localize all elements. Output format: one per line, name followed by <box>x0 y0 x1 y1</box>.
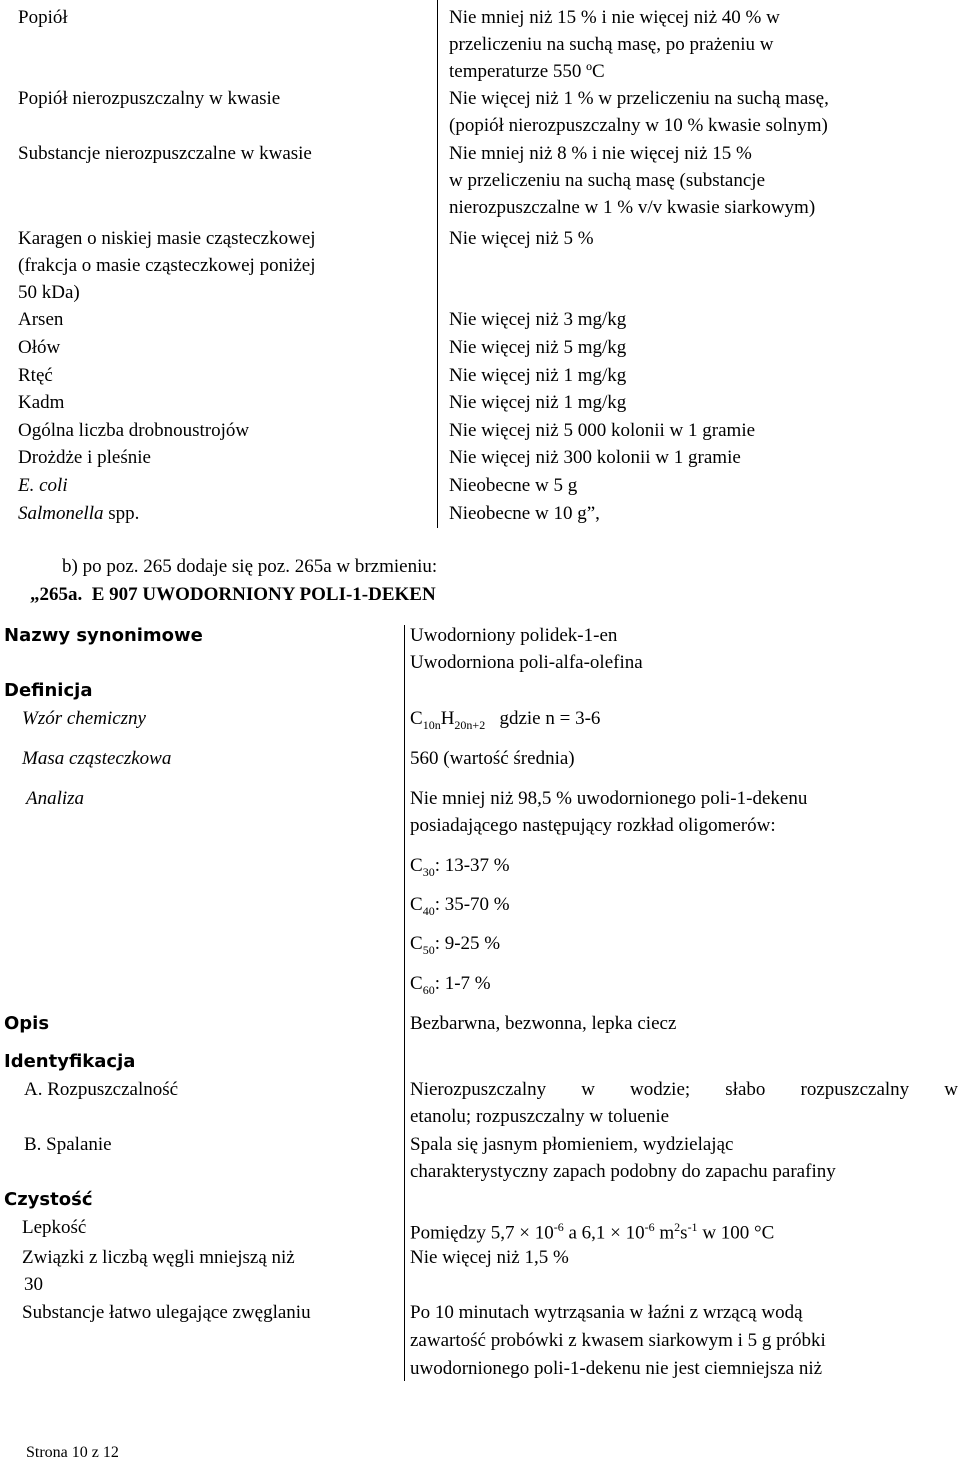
row-value-acid-insoluble-matter-2: w przeliczeniu na suchą masę (substancje <box>449 170 766 191</box>
row-value-ash-2: przeliczeniu na suchą masę, po prażeniu w <box>449 34 774 55</box>
row-label-carrageenan-2: (frakcja o masie cząsteczkowej poniżej <box>18 255 316 276</box>
row-value-ash-3: temperaturze 550 ºC <box>449 61 605 82</box>
row-value-acid-insoluble-ash-2: (popiół nierozpuszczalny w 10 % kwasie solnym) <box>449 115 828 136</box>
row-value-lead: Nie więcej niż 5 mg/kg <box>449 337 627 358</box>
mass-value: 560 (wartość średnia) <box>410 748 575 769</box>
times-icon: × <box>610 1222 621 1244</box>
description-label: Opis <box>4 1013 50 1034</box>
row-label-salmonella <box>18 500 139 527</box>
oligomer-c50-c: C <box>410 933 423 954</box>
oligomer-c30-value: : 13-37 % <box>434 855 510 876</box>
formula-condition: gdzie n = 3-6 <box>499 708 601 729</box>
row-label-lead: Ołów <box>18 337 61 358</box>
row-value-total-microbes: Nie więcej niż 5 000 kolonii w 1 gramie <box>449 420 756 441</box>
amendment-heading <box>30 581 436 608</box>
row-label-acid-insoluble-ash: Popiół nierozpuszczalny w kwasie <box>18 88 281 109</box>
row-value-acid-insoluble-ash-1: Nie więcej niż 1 % w przeliczeniu na suchą masę, <box>449 88 829 109</box>
amendment-number: „265a. <box>30 584 83 605</box>
formula-label: Wzór chemiczny <box>22 708 146 729</box>
oligomer-c50-sub: 50 <box>422 942 435 957</box>
oligomer-c60 <box>410 970 491 1004</box>
viscosity-pre: Pomiędzy 5,7 <box>410 1222 520 1244</box>
analysis-line-1: Nie mniej niż 98,5 % uwodornionego poli-1-dekenu <box>410 788 808 809</box>
viscosity-post: w 100 °C <box>697 1222 775 1244</box>
synonyms-label: Nazwy synonimowe <box>4 625 203 646</box>
oligomer-c50 <box>410 930 500 964</box>
row-value-carrageenan: Nie więcej niż 5 % <box>449 228 594 249</box>
formula-c-sub: 10n <box>422 717 441 732</box>
row-value-acid-insoluble-matter-3: nierozpuszczalne w 1 % v/v kwasie siarkowym) <box>449 197 816 218</box>
synonym-1: Uwodorniony polidek-1-en <box>410 625 618 646</box>
viscosity-value <box>410 1214 774 1246</box>
row-value-ecoli: Nieobecne w 5 g <box>449 475 578 496</box>
row-value-salmonella: Nieobecne w 10 g”, <box>449 503 600 524</box>
formula-h-sub: 20n+2 <box>454 717 486 732</box>
viscosity-ten-2: 10 <box>620 1222 645 1244</box>
purity-label: Czystość <box>4 1189 93 1210</box>
oligomer-c40-value: : 35-70 % <box>434 894 510 915</box>
row-label-total-microbes: Ogólna liczba drobnoustrojów <box>18 420 250 441</box>
row-label-ash: Popiół <box>18 7 68 28</box>
viscosity-exp-1: -6 <box>553 1220 564 1234</box>
viscosity-ten-1: 10 <box>529 1222 554 1244</box>
burning-label: B. Spalanie <box>24 1134 112 1155</box>
row-label-mercury: Rtęć <box>18 365 53 386</box>
row-value-yeasts-molds: Nie więcej niż 300 kolonii w 1 gramie <box>449 447 741 468</box>
row-label-ecoli: E. coli <box>18 475 68 496</box>
burning-line-1: Spala się jasnym płomieniem, wydzielając <box>410 1134 734 1155</box>
row-value-mercury: Nie więcej niż 1 mg/kg <box>449 365 627 386</box>
burning-line-2: charakterystyczny zapach podobny do zapachu parafiny <box>410 1161 836 1182</box>
analysis-label: Analiza <box>26 788 85 809</box>
identification-label: Identyfikacja <box>4 1051 136 1072</box>
viscosity-exp-s: -1 <box>687 1220 698 1234</box>
mass-label: Masa cząsteczkowa <box>22 748 172 769</box>
salmonella-italic: Salmonella <box>18 503 104 524</box>
oligomer-c40-sub: 40 <box>422 903 435 918</box>
times-icon: × <box>519 1222 530 1244</box>
oligomer-c60-sub: 60 <box>422 982 435 997</box>
oligomer-c60-value: : 1-7 % <box>434 973 491 994</box>
analysis-line-2: posiadającego następujący rozkład oligomerów: <box>410 815 776 836</box>
row-value-ash-1: Nie mniej niż 15 % i nie więcej niż 40 % w <box>449 7 780 28</box>
solubility-label: A. Rozpuszczalność <box>24 1079 179 1100</box>
oligomer-c40 <box>410 891 510 925</box>
row-label-carrageenan-3: 50 kDa) <box>18 282 80 303</box>
oligomer-c40-c: C <box>410 894 423 915</box>
row-label-acid-insoluble-matter: Substancje nierozpuszczalne w kwasie <box>18 143 312 164</box>
viscosity-unit-m: m <box>654 1222 675 1244</box>
carbonizable-label: Substancje łatwo ulegające zwęglaniu <box>22 1302 311 1323</box>
formula-h: H <box>440 708 455 729</box>
amendment-line-b: b) po poz. 265 dodaje się poz. 265a w brzmieniu: <box>62 556 438 577</box>
solubility-line-2: etanolu; rozpuszczalny w toluenie <box>410 1106 670 1127</box>
carbonizable-line-2: zawartość probówki z kwasem siarkowym i 5 g próbki <box>410 1330 826 1351</box>
page-number: Strona 10 z 12 <box>26 1444 119 1461</box>
carbon-value: Nie więcej niż 1,5 % <box>410 1247 569 1268</box>
table1-divider <box>437 0 438 528</box>
carbon-label-2: 30 <box>24 1274 43 1295</box>
viscosity-unit-s: s <box>680 1222 688 1244</box>
carbonizable-line-3: uwodornionego poli-1-dekenu nie jest ciemniejsza niż <box>410 1358 823 1379</box>
salmonella-spp: spp. <box>103 503 140 524</box>
viscosity-label: Lepkość <box>22 1217 87 1238</box>
viscosity-exp-m: 2 <box>674 1220 681 1234</box>
oligomer-c60-c: C <box>410 973 423 994</box>
row-label-arsenic: Arsen <box>18 309 64 330</box>
amendment-title: E 907 UWODORNIONY POLI-1-DEKEN <box>91 584 436 605</box>
row-value-arsenic: Nie więcej niż 3 mg/kg <box>449 309 627 330</box>
viscosity-mid: a 6,1 <box>563 1222 611 1244</box>
formula-value <box>410 705 600 739</box>
oligomer-c30-sub: 30 <box>422 864 435 879</box>
synonym-2: Uwodorniona poli-alfa-olefina <box>410 652 643 673</box>
row-label-yeasts-molds: Drożdże i pleśnie <box>18 447 151 468</box>
oligomer-c30-c: C <box>410 855 423 876</box>
oligomer-c30 <box>410 852 510 886</box>
definition-label: Definicja <box>4 680 93 701</box>
carbonizable-line-1: Po 10 minutach wytrząsania w łaźni z wrzącą wodą <box>410 1302 803 1323</box>
row-value-acid-insoluble-matter-1: Nie mniej niż 8 % i nie więcej niż 15 % <box>449 143 752 164</box>
row-label-cadmium: Kadm <box>18 392 65 413</box>
carbon-label-1: Związki z liczbą węgli mniejszą niż <box>22 1247 295 1268</box>
description-value: Bezbarwna, bezwonna, lepka ciecz <box>410 1013 677 1034</box>
row-label-carrageenan-1: Karagen o niskiej masie cząsteczkowej <box>18 228 316 249</box>
viscosity-exp-2: -6 <box>644 1220 655 1234</box>
solubility-line-1: Nierozpuszczalny w wodzie; słabo rozpuszczalny w <box>410 1079 958 1100</box>
table2-divider <box>404 625 405 1381</box>
oligomer-c50-value: : 9-25 % <box>434 933 501 954</box>
formula-c: C <box>410 708 423 729</box>
row-value-cadmium: Nie więcej niż 1 mg/kg <box>449 392 627 413</box>
